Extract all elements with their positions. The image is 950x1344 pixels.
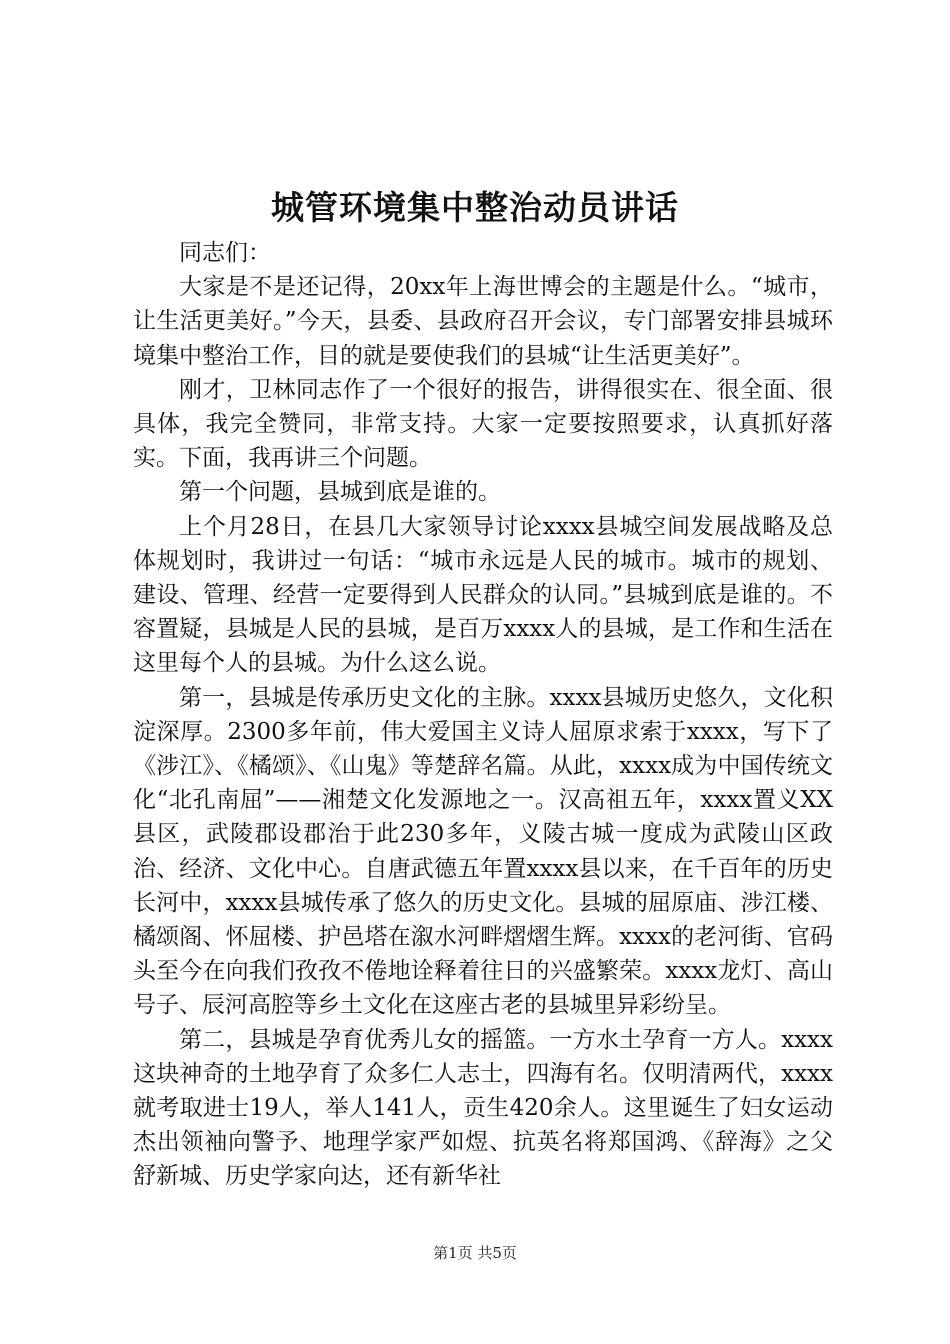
body-paragraph: 上个月28日，在县几大家领导讨论xxxx县城空间发展战略及总体规划时，我讲过一句话：“城市永远是人民的城市。城市的规划、建设、管理、经营一定要得到人民群众的认同。”县城到底是谁的。不容置疑，县城是人民的县城，是百万xxxx人的县城，是工作和生活在这里每个人的县城。为什么这么说。 bbox=[133, 513, 833, 677]
body-paragraph: 第二，县城是孕育优秀儿女的摇篮。一方水土孕育一方人。xxxx这块神奇的土地孕育了众多仁人志士，四海有名。仅明清两代，xxxx就考取进士19人，举人141人，贡生420余人。这里诞生了妇女运动杰出领袖向警予、地理学家严如煜、抗英名将郑国鸿、《辞海》之父舒新城、历史学家向达，还有新华社 bbox=[133, 1026, 833, 1190]
page-number-footer: 第1页 共5页 bbox=[433, 1244, 517, 1262]
body-paragraph: 刚才，卫林同志作了一个很好的报告，讲得很实在、很全面、很具体，我完全赞同，非常支持。大家一定要按照要求，认真抓好落实。下面，我再讲三个问题。 bbox=[133, 376, 833, 472]
body-paragraph: 第一，县城是传承历史文化的主脉。xxxx县城历史悠久，文化积淀深厚。2300多年前，伟大爱国主义诗人屈原求索于xxxx，写下了《涉江》、《橘颂》、《山鬼》等楚辞名篇。从此，xxxx成为中国传统文化“北孔南屈”——湘楚文化发源地之一。汉高祖五年，xxxx置义XX县区，武陵郡设郡治于此230多年，义陵古城一度成为武陵山区政治、经济、文化中心。自唐武德五年置xxxx县以来，在千百年的历史长河中，xxxx县城传承了悠久的历史文化。县城的屈原庙、涉江楼、橘颂阁、怀屈楼、护邑塔在溆水河畔熠熠生辉。xxxx的老河街、官码头至今在向我们孜孜不倦地诠释着往日的兴盛繁荣。xxxx龙灯、高山号子、辰河高腔等乡土文化在这座古老的县城里异彩纷呈。 bbox=[133, 684, 833, 1019]
document-title: 城管环境集中整治动员讲话 bbox=[271, 188, 679, 227]
section-heading-paragraph: 第一个问题，县城到底是谁的。 bbox=[179, 479, 501, 506]
salutation-paragraph: 同志们： bbox=[179, 240, 271, 266]
body-paragraph: 大家是不是还记得，20xx年上海世博会的主题是什么。“城市，让生活更美好。”今天，县委、县政府召开会议，专门部署安排县城环境集中整治工作，目的就是要使我们的县城“让生活更美好”。 bbox=[133, 274, 833, 369]
document-body bbox=[133, 236, 833, 1194]
